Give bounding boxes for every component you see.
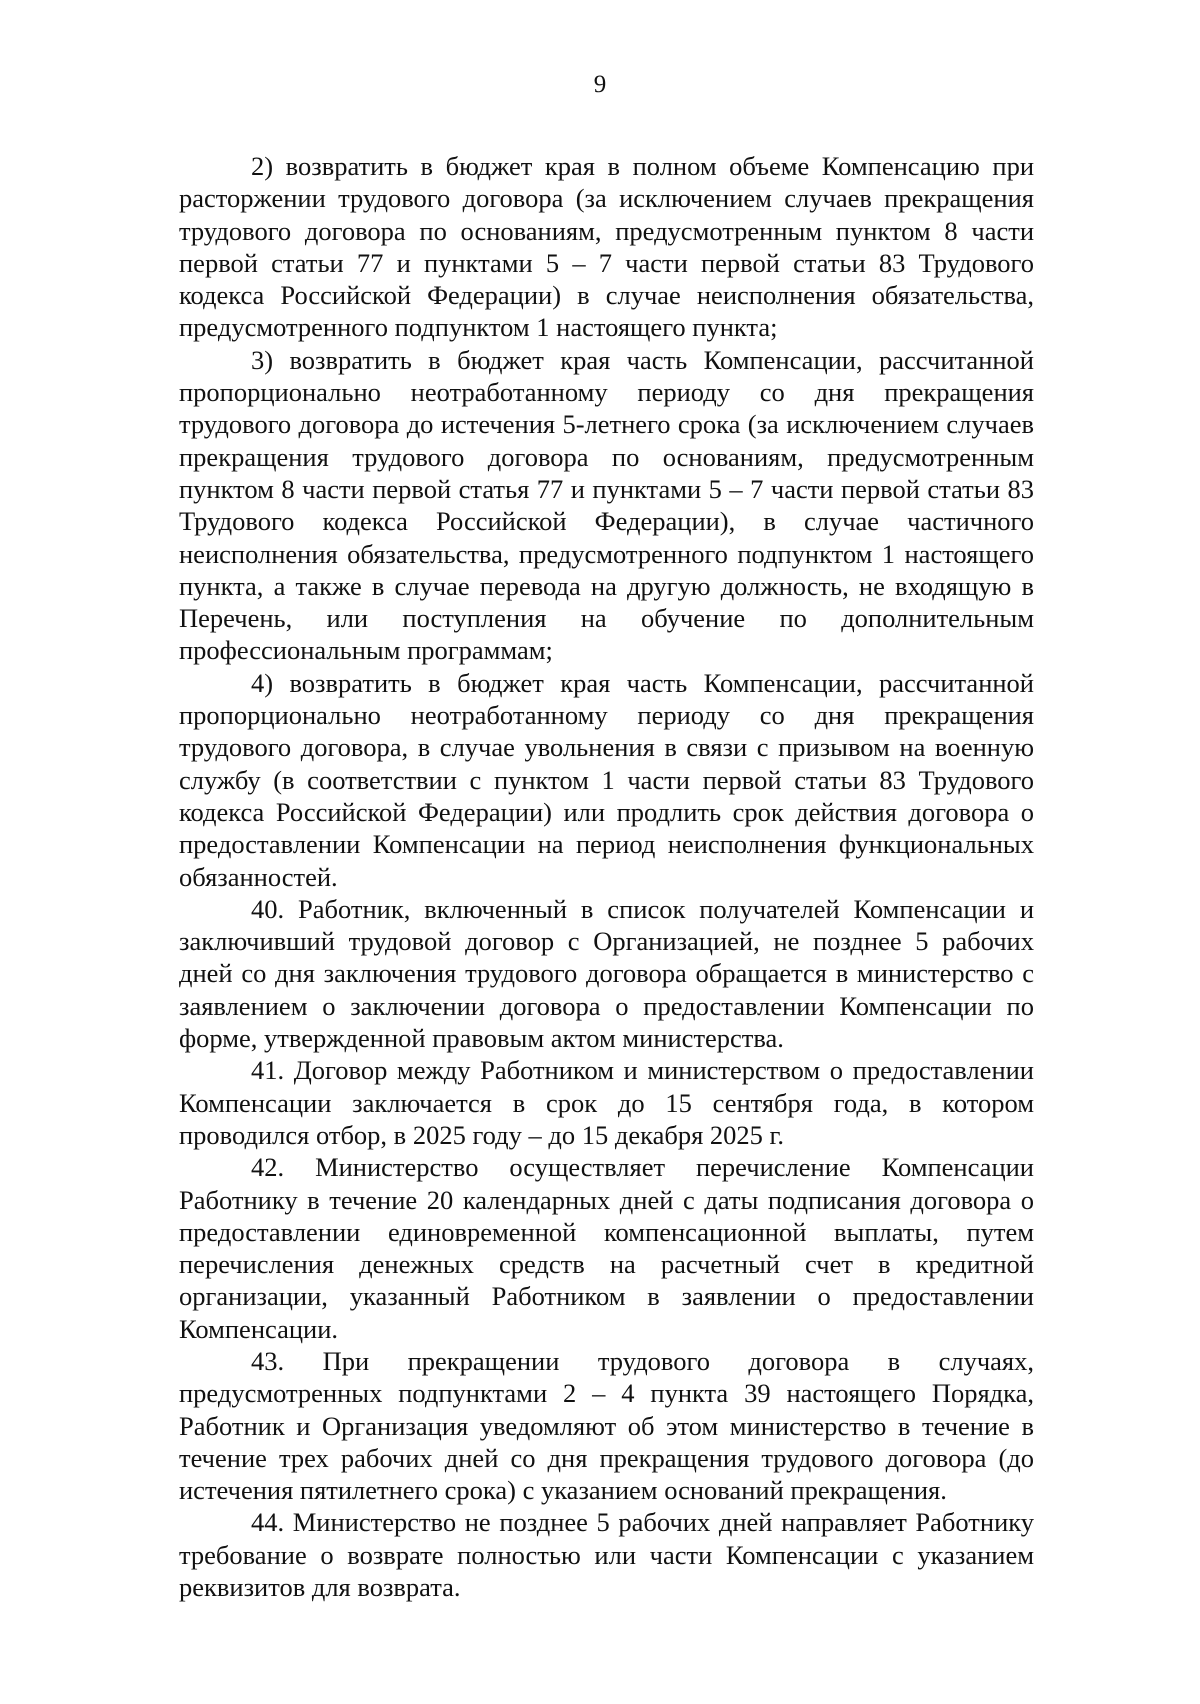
paragraph-item-2: 2) возвратить в бюджет края в полном объеме Компенсацию при расторжении трудового договора (за исключением случаев прекращения трудового договора по основаниям, предусмотренным пунктом 8 части первой статьи 77 и пунктами 5 – 7 части первой статьи 83 Трудового кодекса Российской Федерации) в случае неисполнения обязательства, предусмотренного подпунктом 1 настоящего пункта;	[179, 151, 1034, 343]
paragraph-40: 40. Работник, включенный в список получателей Компенсации и заключивший трудовой договор с Организацией, не позднее 5 рабочих дней со дня заключения трудового договора обращается в министерство с заявлением о заключении договора о предоставлении Компенсации по форме, утвержденной правовым актом министерства.	[179, 893, 1034, 1054]
document-body	[179, 150, 1034, 1603]
paragraph-item-4: 4) возвратить в бюджет края часть Компенсации, рассчитанной пропорционально неотработанному периоду со дня прекращения трудового договора, в случае увольнения в связи с призывом на военную службу (в соответствии с пунктом 1 части первой статьи 83 Трудового кодекса Российской Федерации) или продлить срок действия договора о предоставлении Компенсации на период неисполнения функциональных обязанностей.	[179, 667, 1034, 892]
paragraph-item-3: 3) возвратить в бюджет края часть Компенсации, рассчитанной пропорционально неотработанному периоду со дня прекращения трудового договора до истечения 5-летнего срока (за исключением случаев прекращения трудового договора по основаниям, предусмотренным пунктом 8 части первой статья 77 и пунктами 5 – 7 части первой статьи 83 Трудового кодекса Российской Федерации), в случае частичного неисполнения обязательства, предусмотренного подпунктом 1 настоящего пункта, а также в случае перевода на другую должность, не входящую в Перечень, или поступления на обучение по дополнительным профессиональным программам;	[179, 344, 1034, 666]
paragraph-41: 41. Договор между Работником и министерством о предоставлении Компенсации заключается в срок до 15 сентября года, в котором проводился отбор, в 2025 году – до 15 декабря 2025 г.	[179, 1055, 1034, 1150]
paragraph-43: 43. При прекращении трудового договора в случаях, предусмотренных подпунктами 2 – 4 пункта 39 настоящего Порядка, Работник и Организация уведомляют об этом министерство в течение в течение трех рабочих дней со дня прекращения трудового договора (до истечения пятилетнего срока) с указанием оснований прекращения.	[179, 1345, 1034, 1506]
paragraph-42: 42. Министерство осуществляет перечисление Компенсации Работнику в течение 20 календарных дней с даты подписания договора о предоставлении единовременной компенсационной выплаты, путем перечисления денежных средств на расчетный счет в кредитной организации, указанный Работником в заявлении о предоставлении Компенсации.	[179, 1152, 1034, 1344]
page-number: 9	[593, 71, 607, 98]
paragraph-44: 44. Министерство не позднее 5 рабочих дней направляет Работнику требование о возврате полностью или части Компенсации с указанием реквизитов для возврата.	[179, 1507, 1034, 1603]
